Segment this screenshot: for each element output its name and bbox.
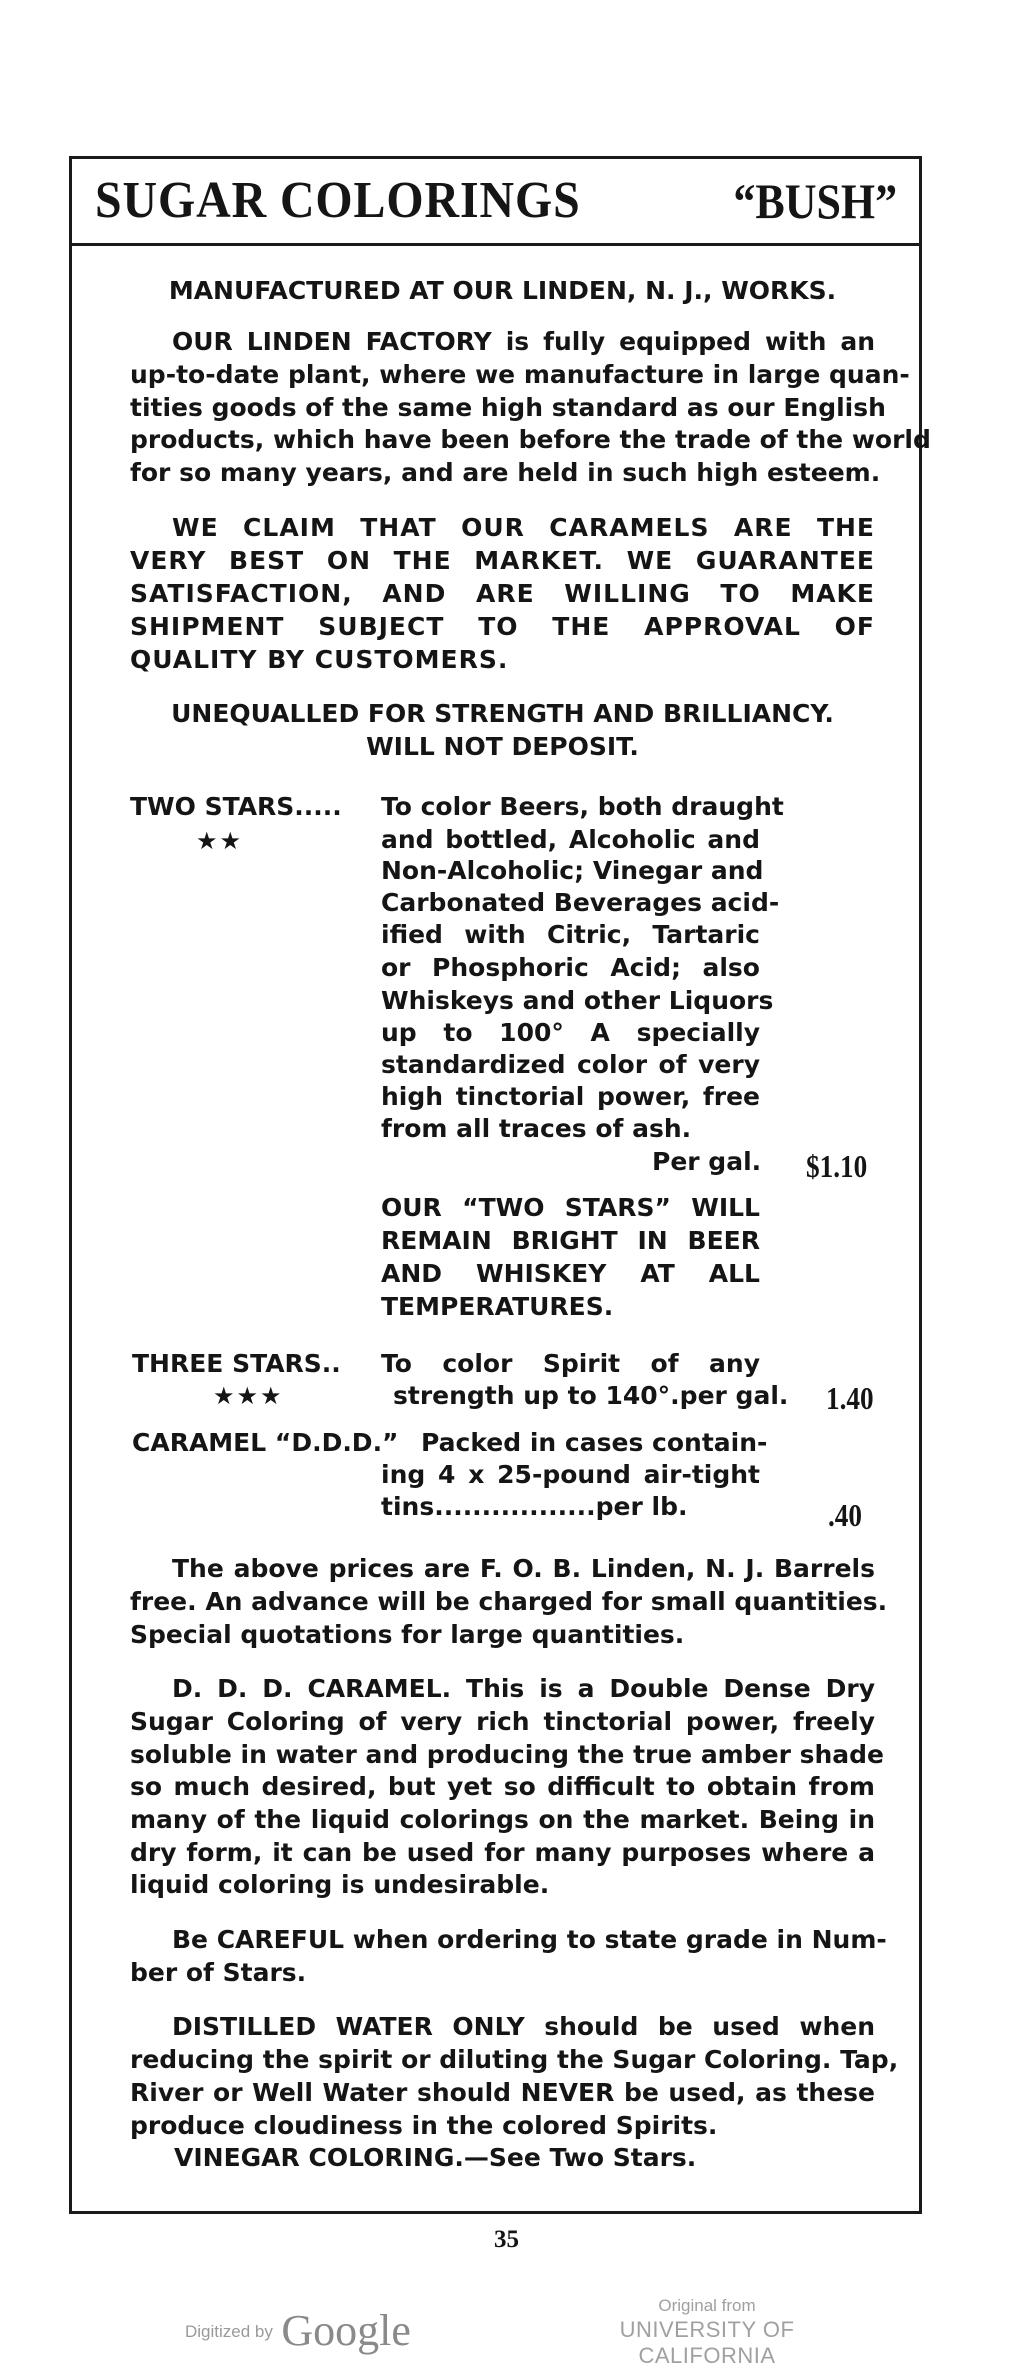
caramel-ddd-desc-line: ing 4 x 25-pound air-tight — [381, 1460, 760, 1489]
google-logo: Google — [281, 2306, 411, 2355]
two-stars-desc-line: Carbonated Beverages acid- — [381, 888, 780, 917]
caramel-ddd-label: CARAMEL “D.D.D.” — [132, 1428, 399, 1457]
claim-line: SATISFACTION, AND ARE WILLING TO MAKE — [130, 579, 875, 608]
header-bar — [72, 159, 919, 246]
prices-note-line: Special quotations for large quantities. — [130, 1620, 685, 1649]
two-stars-unit: Per gal. — [652, 1147, 762, 1176]
digitized-by-text: Digitized by — [185, 2322, 273, 2341]
claim-line: VERY BEST ON THE MARKET. WE GUARANTEE — [130, 546, 875, 575]
two-stars-desc-line: up to 100° A specially — [381, 1018, 760, 1047]
ddd-note-line: soluble in water and producing the true amber shade — [130, 1740, 885, 1769]
ddd-note-line: Sugar Coloring of very rich tinctorial power, freely — [130, 1707, 875, 1736]
two-stars-desc-line: or Phosphoric Acid; also — [381, 953, 760, 982]
water-note-line: produce cloudiness in the colored Spirits. — [130, 2111, 718, 2140]
original-from-text: Original from — [658, 2296, 756, 2315]
brand-name: “BUSH” — [733, 173, 897, 229]
unequalled-line: WILL NOT DEPOSIT. — [366, 732, 639, 761]
ddd-note-line: so much desired, but yet so difficult to obtain from — [130, 1772, 875, 1801]
intro-heading: MANUFACTURED AT OUR LINDEN, N. J., WORKS. — [168, 276, 837, 305]
caramel-ddd-desc-line: Packed in cases contain- — [421, 1428, 768, 1457]
two-stars-desc-line: ified with Citric, Tartaric — [381, 920, 760, 949]
careful-note-line: ber of Stars. — [130, 1958, 307, 1987]
two-stars-desc-line: Non-Alcoholic; Vinegar and — [381, 856, 764, 885]
para1-line: OUR LINDEN FACTORY is fully equipped with an — [172, 327, 875, 356]
ddd-note-line: dry form, it can be used for many purposes where a — [130, 1838, 875, 1867]
ddd-note-line: many of the liquid colorings on the market. Being in — [130, 1805, 875, 1834]
two-stars-note-line: AND WHISKEY AT ALL — [381, 1259, 760, 1288]
para1-line: products, which have been before the trade of the world — [130, 425, 931, 454]
caramel-ddd-price: .40 — [828, 1497, 862, 1533]
prices-note-line: free. An advance will be charged for small quantities. — [130, 1587, 888, 1616]
para1-line: up-to-date plant, where we manufacture in large quan- — [130, 360, 910, 389]
three-stars-label: THREE STARS.. — [132, 1349, 341, 1378]
water-note-line: DISTILLED WATER ONLY should be used when — [172, 2012, 875, 2041]
careful-note-line: Be CAREFUL when ordering to state grade in Num- — [172, 1925, 887, 1954]
three-stars-price: 1.40 — [826, 1380, 874, 1416]
page-number: 35 — [494, 2226, 519, 2253]
three-stars-icon: ★★★ — [213, 1382, 284, 1410]
two-stars-desc-line: To color Beers, both draught — [381, 792, 784, 821]
two-stars-desc-line: Whiskeys and other Liquors — [381, 986, 774, 1015]
water-note-line: River or Well Water should NEVER be used, as these — [130, 2078, 875, 2107]
three-stars-desc-line: To color Spirit of any — [381, 1349, 760, 1378]
claim-line: QUALITY BY CUSTOMERS. — [130, 645, 509, 674]
three-stars-desc-line: strength up to 140°.per gal. — [393, 1381, 789, 1410]
two-stars-icon: ★★ — [196, 827, 244, 855]
claim-line: SHIPMENT SUBJECT TO THE APPROVAL OF — [130, 612, 875, 641]
original-source — [582, 2295, 832, 2369]
ddd-note-line: D. D. D. CARAMEL. This is a Double Dense Dry — [172, 1674, 875, 1703]
para1-line: tities goods of the same high standard as our English — [130, 393, 886, 422]
digitized-by-google — [185, 2305, 411, 2356]
page-title: SUGAR COLORINGS — [95, 172, 581, 229]
vinegar-note: VINEGAR COLORING.—See Two Stars. — [174, 2143, 697, 2172]
two-stars-desc-line: from all traces of ash. — [381, 1114, 692, 1143]
ddd-note-line: liquid coloring is undesirable. — [130, 1870, 550, 1899]
two-stars-note-line: TEMPERATURES. — [381, 1292, 614, 1321]
water-note-line: reducing the spirit or diluting the Sugar Coloring. Tap, — [130, 2045, 899, 2074]
university-text: UNIVERSITY OF CALIFORNIA — [619, 2317, 795, 2368]
two-stars-price: $1.10 — [806, 1148, 868, 1184]
two-stars-note-line: OUR “TWO STARS” WILL — [381, 1193, 760, 1222]
para1-line: for so many years, and are held in such high esteem. — [130, 458, 881, 487]
two-stars-desc-line: and bottled, Alcoholic and — [381, 825, 760, 854]
unequalled-line: UNEQUALLED FOR STRENGTH AND BRILLIANCY. — [171, 699, 834, 728]
two-stars-desc-line: standardized color of very — [381, 1050, 760, 1079]
caramel-ddd-desc-line: tins.................per lb. — [381, 1492, 688, 1521]
claim-line: WE CLAIM THAT OUR CARAMELS ARE THE — [172, 513, 875, 542]
two-stars-note-line: REMAIN BRIGHT IN BEER — [381, 1226, 760, 1255]
two-stars-label: TWO STARS..... — [130, 792, 342, 821]
prices-note-line: The above prices are F. O. B. Linden, N. J. Barrels — [172, 1554, 875, 1583]
two-stars-desc-line: high tinctorial power, free — [381, 1082, 760, 1111]
